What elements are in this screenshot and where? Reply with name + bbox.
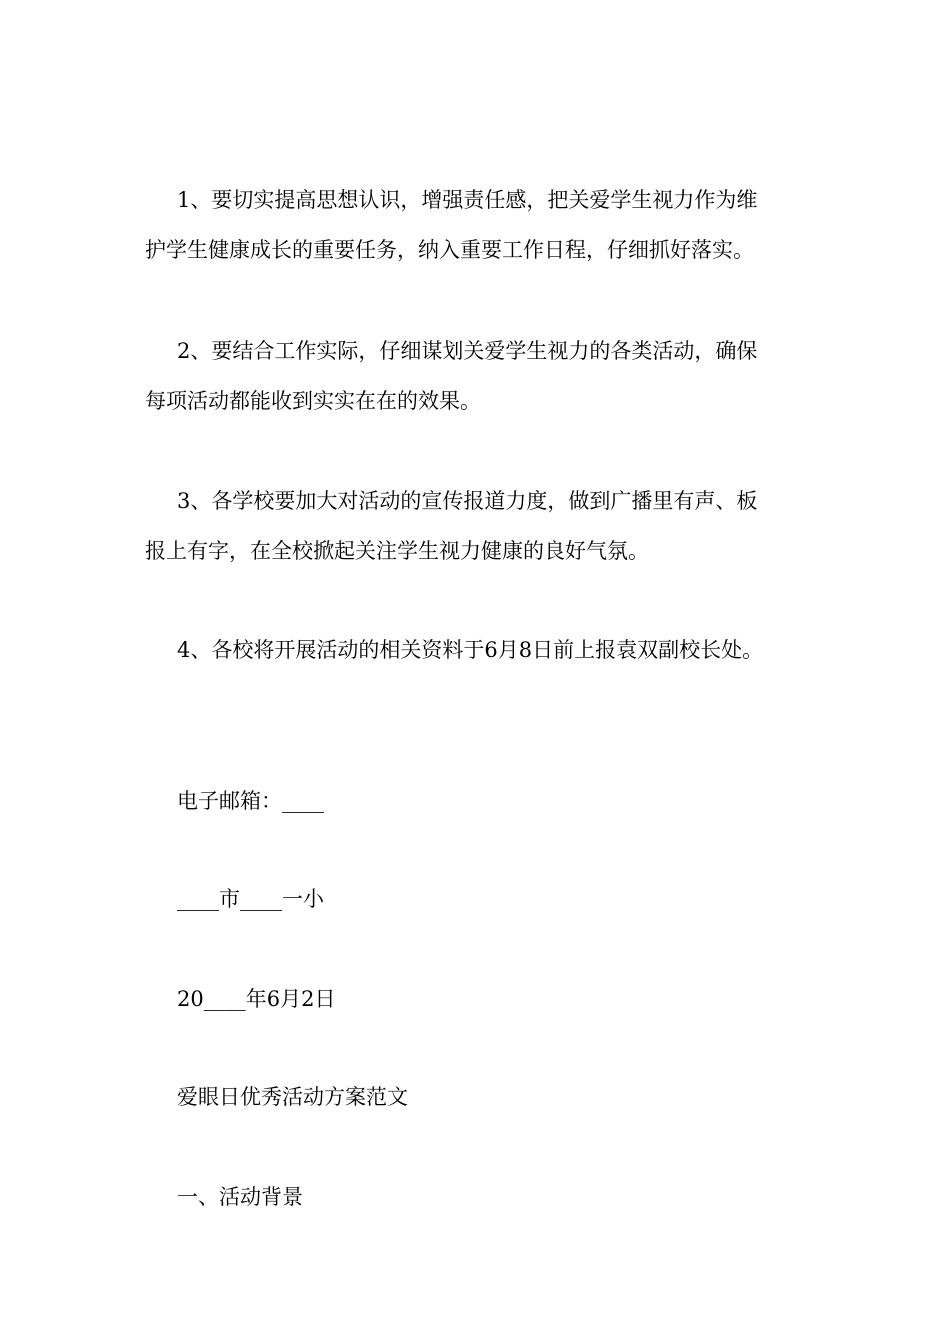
item-4-line-1: 4、各校将开展活动的相关资料于6月8日前上报袁双副校长处。 [177,638,764,662]
item-3-line-1: 3、各学校要加大对活动的宣传报道力度，做到广播里有声、板 [177,489,758,513]
item-2-line-2: 每项活动都能收到实实在在的效果。 [145,389,481,413]
organization-line: ____市____一小 [177,887,324,911]
item-1-line-1: 1、要切实提高思想认识，增强责任感，把关爱学生视力作为维 [177,188,758,212]
item-3-line-2: 报上有字，在全校掀起关注学生视力健康的良好气氛。 [145,539,649,563]
item-1-line-2: 护学生健康成长的重要任务，纳入重要工作日程，仔细抓好落实。 [145,238,754,262]
item-2-line-1: 2、要结合工作实际，仔细谋划关爱学生视力的各类活动，确保 [177,339,758,363]
email-line: 电子邮箱：____ [177,789,324,813]
document-heading: 爱眼日优秀活动方案范文 [177,1085,408,1109]
section-title: 一、活动背景 [177,1185,303,1209]
date-line: 20____年6月2日 [177,987,336,1011]
